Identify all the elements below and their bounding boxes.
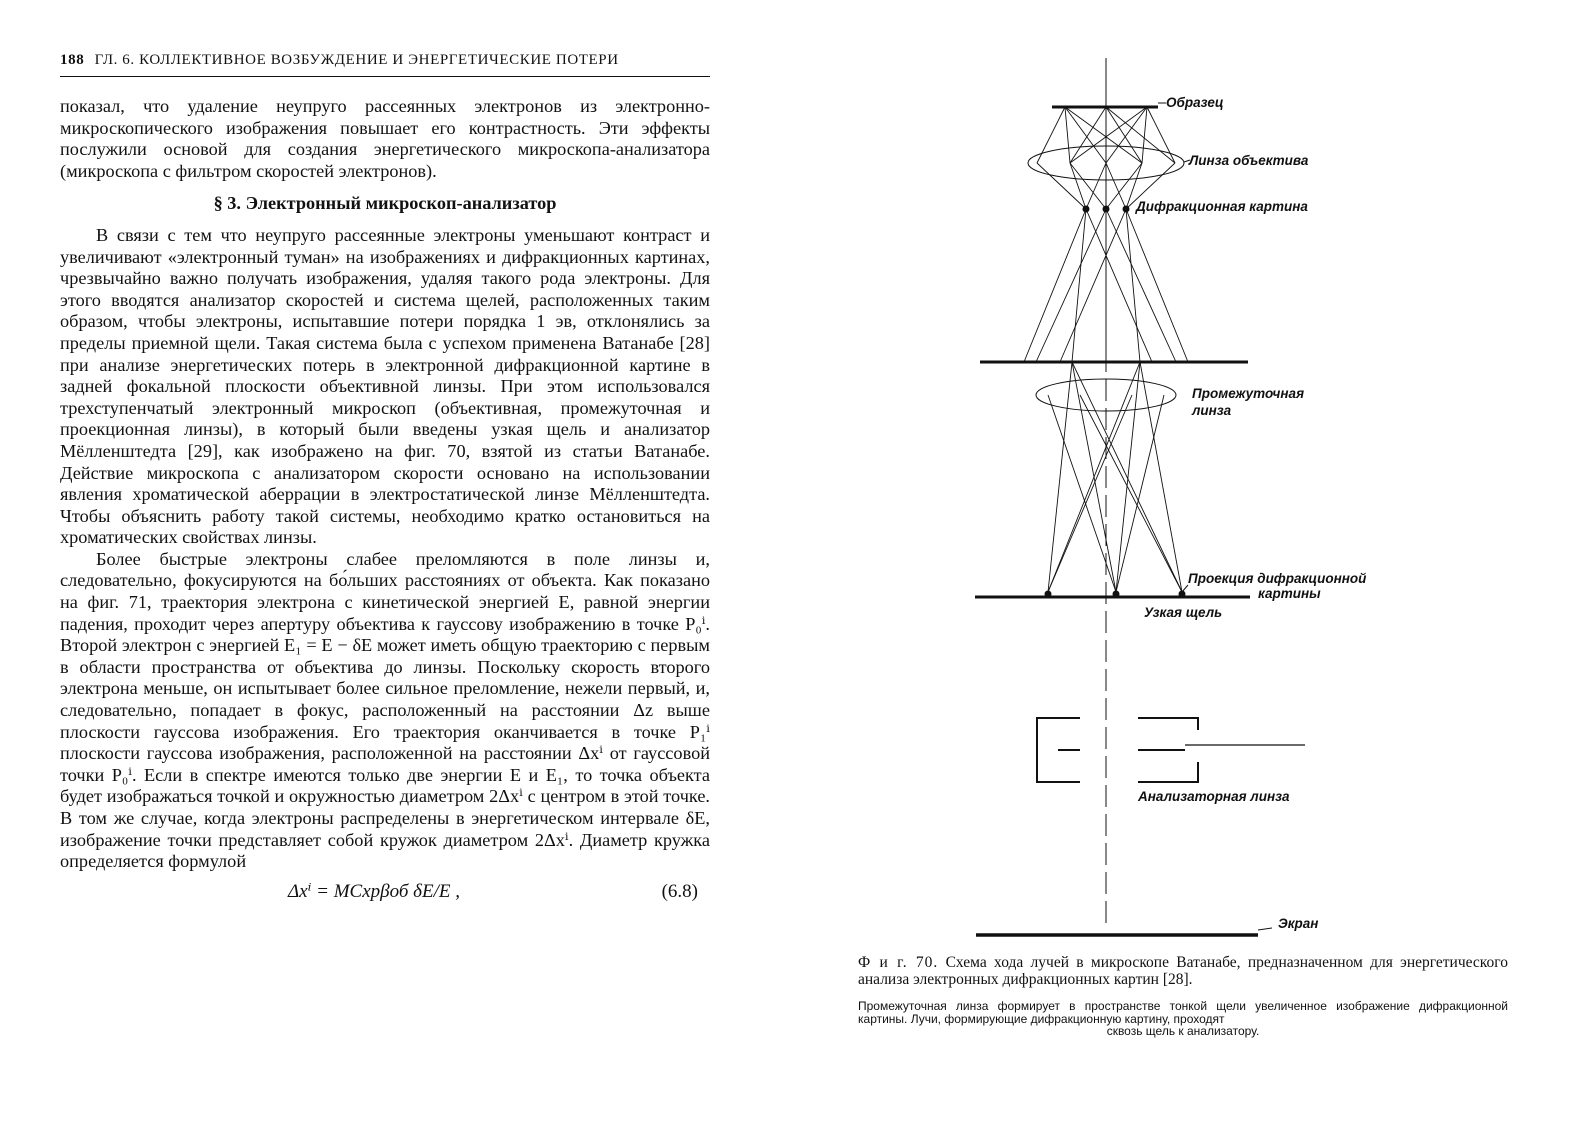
label-objective-lens: Линза объектива bbox=[1189, 153, 1309, 168]
label-analyzer-lens: Анализаторная линза bbox=[1138, 789, 1290, 804]
caption-title: Схема хода лучей в микроскопе Ватанабе, предназначенном для энергетического анализа электронных дифракционных картин [28]. bbox=[858, 954, 1508, 988]
running-header bbox=[60, 52, 710, 77]
label-intermediate-lens-1: Промежуточная bbox=[1192, 386, 1305, 401]
label-projection-1: Проекция дифракционной bbox=[1188, 571, 1367, 586]
caption-note bbox=[858, 1000, 1508, 1038]
caption-note-last: сквозь щель к анализатору. bbox=[1106, 1024, 1260, 1038]
label-specimen: Образец bbox=[1166, 95, 1224, 110]
ray-diagram bbox=[780, 0, 1571, 950]
formula-6-8 bbox=[60, 875, 710, 915]
paragraph-1: В связи с тем что неупруго рассеянные электроны уменьшают контраст и увеличивают «электронный туман» на изображениях и дифракционных картинах, чрезвычайно важно получать изображения, удаляя такого рода электроны. Для этого вводятся анализатор скоростей и система щелей, расположенных таким образом, чтобы электроны, испытавшие потери порядка 1 эв, отклонялись за пределы приемной щели. Такая система была с успехом применена Ватанабе [28] при анализе энергетических потерь в электронной дифракционной картине в задней фокальной плоскости объективной линзы. При этом использовался трехступенчатый электронный микроскоп (объективная, промежуточная и проекционная линзы), в который были введены узкая щель и анализатор Мёлленштедта [29], как изображено на фиг. 70, взятой из статьи Ватанабе. Действие микроскопа с анализатором скорости основано на использовании явления хроматической аберрации в электростатической линзе Мёлленштедта. Чтобы объяснить работу такой системы, необходимо кратко остановиться на хроматических свойствах линзы. bbox=[60, 224, 710, 548]
paragraph-2: Более быстрые электроны слабее преломляются в поле линзы и, следовательно, фокусируются на бо́льших расстояниях от объекта. Как показано на фиг. 71, траектория электрона с кинетической энергией E, равной энергии падения, проходит через апертуру объектива к гауссову изображению в точке P₀ⁱ. Второй электрон с энергией E₁ = E − δE может иметь общую траекторию с первым в области пространства от объектива до линзы. Поскольку скорость второго электрона меньше, он испытывает более сильное преломление, нежели первый, и, следовательно, попадает в фокус, расположенный на расстоянии Δz выше плоскости гауссова изображения. Его траектория оканчивается в точке P₁ⁱ плоскости гауссова изображения, расположенной на расстоянии Δxⁱ от гауссовой точки P₀ⁱ. Если в спектре имеются только две энергии E и E₁, то точка объекта будет изображаться точкой и окружностью диаметром 2Δxⁱ с центром в этой точке. В том же случае, когда электроны распределены в энергетическом интервале δE, изображение точки представляет собой кружок диаметром 2Δxⁱ. Диаметр кружка определяется формулой bbox=[60, 548, 710, 872]
formula-expression: Δxⁱ = MCхрβоб δE/E , bbox=[288, 880, 461, 902]
objective-rays bbox=[1024, 107, 1188, 362]
caption-note-text: Промежуточная линза формирует в пространстве тонкой щели увеличенное изображение дифракционной картины. Лучи, формирующие дифракционную картину, проходят bbox=[858, 999, 1508, 1026]
equation-number: (6.8) bbox=[661, 880, 698, 902]
figure-caption bbox=[858, 955, 1508, 988]
label-screen: Экран bbox=[1278, 916, 1319, 931]
label-diffraction-pattern: Дифракционная картина bbox=[1136, 199, 1308, 214]
body-text bbox=[60, 96, 710, 915]
intermediate-rays bbox=[1048, 362, 1182, 592]
page-number: 188 bbox=[60, 52, 85, 68]
label-projection-2: картины bbox=[1258, 586, 1321, 601]
analyzer-lens bbox=[1037, 718, 1305, 782]
intro-paragraph: показал, что удаление неупруго рассеянных электронов из электронно-микроскопического изображения повышает его контрастность. Эти эффекты послужили основой для создания энергетического микроскопа-анализатора (микроскопа с фильтром скоростей электронов). bbox=[60, 96, 710, 181]
label-intermediate-lens-2: линза bbox=[1192, 403, 1232, 418]
left-page bbox=[60, 48, 720, 1098]
section-title: § 3. Электронный микроскоп-анализатор bbox=[213, 193, 557, 214]
label-narrow-slit: Узкая щель bbox=[1144, 605, 1223, 620]
running-title: ГЛ. 6. КОЛЛЕКТИВНОЕ ВОЗБУЖДЕНИЕ И ЭНЕРГЕТИЧЕСКИЕ ПОТЕРИ bbox=[94, 52, 619, 68]
caption-lead: Ф и г. 70. bbox=[858, 954, 939, 971]
right-page bbox=[780, 0, 1571, 1146]
